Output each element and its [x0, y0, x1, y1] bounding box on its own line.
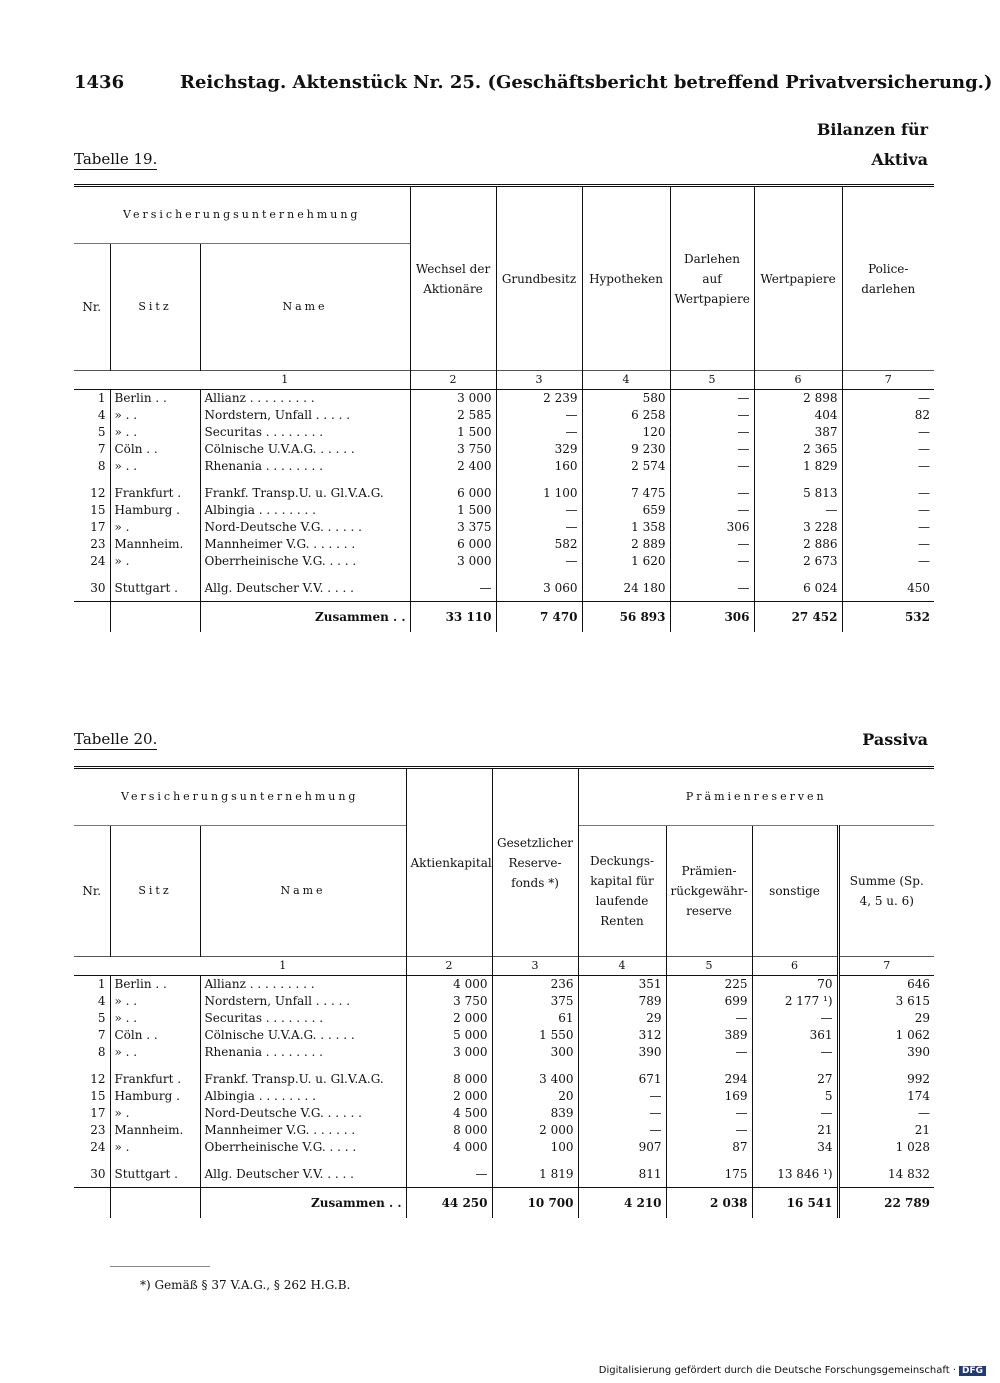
table-row — [74, 390, 934, 408]
row-value: — — [670, 502, 754, 519]
row-name: Nordstern, Unfall . . . . . — [200, 993, 406, 1010]
row-value: 6 000 — [410, 536, 496, 553]
row-value: 450 — [842, 580, 934, 602]
digitization-credit — [599, 1365, 986, 1376]
row-value: 34 — [752, 1139, 838, 1156]
row-number: 7 — [97, 1028, 106, 1042]
row-value: 5 813 — [754, 485, 842, 502]
table19-col-policedarlehen: Police-darlehen — [842, 186, 934, 371]
row-spacer — [74, 475, 934, 485]
row-sitz: Frankfurt . — [110, 485, 200, 502]
table-row — [74, 1044, 934, 1061]
row-spacer — [74, 1061, 934, 1071]
table-row — [74, 553, 934, 570]
table20-colnum-4: 4 — [578, 957, 666, 976]
total-spacer — [110, 602, 200, 633]
row-sitz: Stuttgart . — [110, 580, 200, 602]
total-value: 22 789 — [838, 1188, 934, 1219]
row-sitz: Mannheim. — [110, 1122, 200, 1139]
row-name: Frankf. Transp.U. u. Gl.V.A.G. — [200, 485, 410, 502]
row-value: 375 — [492, 993, 578, 1010]
row-number: 7 — [97, 442, 106, 456]
total-value: 7 470 — [496, 602, 582, 633]
row-name: Allianz . . . . . . . . . — [200, 390, 410, 408]
row-name: Albingia . . . . . . . . — [200, 1088, 406, 1105]
row-value: 2 000 — [492, 1122, 578, 1139]
row-number: 12 — [90, 486, 106, 500]
row-sitz: » . — [110, 519, 200, 536]
row-value: 1 500 — [410, 424, 496, 441]
row-value: — — [752, 1105, 838, 1122]
total-value: 16 541 — [752, 1188, 838, 1219]
row-name: Nord-Deutsche V.G. . . . . . — [200, 519, 410, 536]
row-value: 20 — [492, 1088, 578, 1105]
total-value: 27 452 — [754, 602, 842, 633]
row-value: — — [842, 424, 934, 441]
row-value: 2 898 — [754, 390, 842, 408]
row-value: 659 — [582, 502, 670, 519]
row-value: — — [578, 1088, 666, 1105]
row-value: 21 — [752, 1122, 838, 1139]
page-title: Reichstag. Aktenstück Nr. 25. (Geschäftsbericht betreffend Privatversicherung.) — [180, 72, 993, 93]
row-number: 5 — [97, 425, 106, 439]
table19 — [74, 184, 934, 632]
row-value: 3 750 — [406, 993, 492, 1010]
row-value: 225 — [666, 976, 752, 994]
row-sitz: » . . — [110, 1010, 200, 1027]
table-row — [74, 976, 934, 994]
row-number: 23 — [90, 1123, 106, 1137]
table19-colnum-2: 2 — [410, 371, 496, 390]
table-row — [74, 1122, 934, 1139]
page-number: 1436 — [74, 72, 125, 93]
row-value: 29 — [838, 1010, 934, 1027]
row-number: 4 — [97, 994, 106, 1008]
row-sitz: » . . — [110, 407, 200, 424]
row-value: — — [842, 536, 934, 553]
row-value: — — [670, 424, 754, 441]
row-value: 3 000 — [406, 1044, 492, 1061]
row-value: 13 846 ¹) — [752, 1166, 838, 1188]
row-value: — — [496, 407, 582, 424]
row-value: 8 000 — [406, 1122, 492, 1139]
row-number: 8 — [97, 1045, 106, 1059]
table20-col-sitz: Sitz — [110, 826, 200, 957]
row-value: 8 000 — [406, 1071, 492, 1088]
row-value: — — [754, 502, 842, 519]
row-value: 3 000 — [410, 553, 496, 570]
row-number: 30 — [90, 581, 106, 595]
table-row — [74, 1166, 934, 1188]
row-value: 2 000 — [406, 1088, 492, 1105]
table20-col-sonstige: sonstige — [752, 826, 838, 957]
table19-col-wertpapiere: Wertpapiere — [754, 186, 842, 371]
row-value: — — [842, 441, 934, 458]
table19-colnum-6: 6 — [754, 371, 842, 390]
table-row — [74, 485, 934, 502]
row-value: 1 358 — [582, 519, 670, 536]
row-value: 404 — [754, 407, 842, 424]
row-value: 2 889 — [582, 536, 670, 553]
row-value: — — [670, 441, 754, 458]
row-value: — — [842, 390, 934, 408]
row-value: — — [670, 390, 754, 408]
row-number: 15 — [90, 1089, 106, 1103]
row-value: 2 365 — [754, 441, 842, 458]
row-value: 580 — [582, 390, 670, 408]
table20-col-name: Name — [200, 826, 406, 957]
row-value: 3 375 — [410, 519, 496, 536]
table19-colnum-7: 7 — [842, 371, 934, 390]
row-name: Rhenania . . . . . . . . — [200, 1044, 406, 1061]
row-value: — — [496, 424, 582, 441]
row-number: 17 — [90, 520, 106, 534]
row-value: 160 — [496, 458, 582, 475]
row-number: 17 — [90, 1106, 106, 1120]
row-value: — — [752, 1010, 838, 1027]
total-row — [74, 1188, 934, 1219]
row-number: 15 — [90, 503, 106, 517]
row-value: 70 — [752, 976, 838, 994]
dfg-logo: DFG — [959, 1366, 986, 1376]
table20-col-deckungskapital: Deckungs-kapital für laufende Renten — [578, 826, 666, 957]
row-value: 174 — [838, 1088, 934, 1105]
total-value: 4 210 — [578, 1188, 666, 1219]
row-value: 3 750 — [410, 441, 496, 458]
table-row — [74, 1010, 934, 1027]
table19-col-wechsel: Wechsel der Aktionäre — [410, 186, 496, 371]
row-value: 1 819 — [492, 1166, 578, 1188]
table20-col-summe: Summe (Sp. 4, 5 u. 6) — [838, 826, 934, 957]
row-name: Allianz . . . . . . . . . — [200, 976, 406, 994]
row-name: Securitas . . . . . . . . — [200, 424, 410, 441]
table19-colnum-1: 1 — [74, 371, 410, 390]
row-value: — — [842, 519, 934, 536]
total-value: 56 893 — [582, 602, 670, 633]
row-value: — — [670, 485, 754, 502]
row-value: 390 — [578, 1044, 666, 1061]
row-value: 671 — [578, 1071, 666, 1088]
row-value: 7 475 — [582, 485, 670, 502]
row-value: 351 — [578, 976, 666, 994]
row-value: 1 500 — [410, 502, 496, 519]
table20-col-reservefonds: Gesetzlicher Reserve-fonds *) — [492, 768, 578, 957]
row-value: 87 — [666, 1139, 752, 1156]
total-value: 10 700 — [492, 1188, 578, 1219]
row-value: 3 000 — [410, 390, 496, 408]
row-value: 14 832 — [838, 1166, 934, 1188]
table19-label: Tabelle 19. — [74, 150, 158, 168]
table19-col-name: Name — [200, 244, 410, 371]
table20-col-aktienkapital: Aktienkapital — [406, 768, 492, 957]
table-row — [74, 993, 934, 1010]
table20-section-passiva: Passiva — [862, 730, 928, 749]
row-sitz: Cöln . . — [110, 1027, 200, 1044]
row-value: 6 024 — [754, 580, 842, 602]
row-value: 2 886 — [754, 536, 842, 553]
row-value: — — [666, 1105, 752, 1122]
row-value: — — [496, 502, 582, 519]
row-value: 1 620 — [582, 553, 670, 570]
row-value: — — [496, 519, 582, 536]
table-row — [74, 502, 934, 519]
row-sitz: » . — [110, 1105, 200, 1122]
row-value: — — [842, 458, 934, 475]
table-row — [74, 441, 934, 458]
row-value: 329 — [496, 441, 582, 458]
row-value: 811 — [578, 1166, 666, 1188]
row-value: — — [670, 553, 754, 570]
total-value: 306 — [670, 602, 754, 633]
table20-col-praemienrueckgewaehr: Prämien-rückgewähr-reserve — [666, 826, 752, 957]
table20-group-header: Versicherungsunternehmung — [74, 768, 406, 826]
row-value: — — [578, 1105, 666, 1122]
table20-colnum-3: 3 — [492, 957, 578, 976]
row-value: 175 — [666, 1166, 752, 1188]
row-value: 2 000 — [406, 1010, 492, 1027]
credit-text: Digitalisierung gefördert durch die Deutsche Forschungsgemeinschaft · — [598, 1365, 956, 1376]
total-row — [74, 602, 934, 633]
row-value: — — [842, 553, 934, 570]
row-value: 3 400 — [492, 1071, 578, 1088]
row-value: 582 — [496, 536, 582, 553]
table20-group-praemienreserven: Prämienreserven — [578, 768, 934, 826]
table19-col-sitz: Sitz — [110, 244, 200, 371]
row-name: Frankf. Transp.U. u. Gl.V.A.G. — [200, 1071, 406, 1088]
table-row — [74, 1088, 934, 1105]
row-name: Nordstern, Unfall . . . . . — [200, 407, 410, 424]
row-value: 699 — [666, 993, 752, 1010]
table20-colnum-1: 1 — [74, 957, 406, 976]
row-name: Cölnische U.V.A.G. . . . . . — [200, 1027, 406, 1044]
row-number: 24 — [90, 554, 106, 568]
row-value: 3 615 — [838, 993, 934, 1010]
row-value: 3 228 — [754, 519, 842, 536]
row-value: 389 — [666, 1027, 752, 1044]
row-value: — — [670, 580, 754, 602]
row-value: — — [410, 580, 496, 602]
row-sitz: Frankfurt . — [110, 1071, 200, 1088]
row-value: 1 100 — [496, 485, 582, 502]
row-value: 1 829 — [754, 458, 842, 475]
total-label: Zusammen . . — [200, 602, 410, 633]
row-number: 1 — [97, 391, 106, 405]
row-value: 839 — [492, 1105, 578, 1122]
row-value: 29 — [578, 1010, 666, 1027]
row-sitz: Stuttgart . — [110, 1166, 200, 1188]
row-value: 5 — [752, 1088, 838, 1105]
table-row — [74, 580, 934, 602]
row-sitz: » . — [110, 553, 200, 570]
row-value: — — [670, 407, 754, 424]
row-value: 2 400 — [410, 458, 496, 475]
row-sitz: » . . — [110, 424, 200, 441]
row-value: 294 — [666, 1071, 752, 1088]
row-value: — — [842, 502, 934, 519]
table20-label: Tabelle 20. — [74, 730, 158, 748]
row-name: Rhenania . . . . . . . . — [200, 458, 410, 475]
table-row — [74, 1027, 934, 1044]
row-value: — — [578, 1122, 666, 1139]
table19-colnum-4: 4 — [582, 371, 670, 390]
row-sitz: Hamburg . — [110, 502, 200, 519]
table20-colnum-7: 7 — [838, 957, 934, 976]
total-spacer — [74, 602, 110, 633]
row-value: — — [666, 1044, 752, 1061]
table20-col-nr: Nr. — [74, 826, 110, 957]
row-sitz: Berlin . . — [110, 976, 200, 994]
row-name: Albingia . . . . . . . . — [200, 502, 410, 519]
table19-section-aktiva: Aktiva — [871, 150, 928, 169]
row-number: 23 — [90, 537, 106, 551]
table19-col-nr: Nr. — [74, 244, 110, 371]
table20-colnum-6: 6 — [752, 957, 838, 976]
row-number: 5 — [97, 1011, 106, 1025]
row-value: 2 177 ¹) — [752, 993, 838, 1010]
row-sitz: » . . — [110, 1044, 200, 1061]
table19-colnum-5: 5 — [670, 371, 754, 390]
row-value: 2 585 — [410, 407, 496, 424]
table19-col-grundbesitz: Grundbesitz — [496, 186, 582, 371]
row-value: — — [406, 1166, 492, 1188]
table-row — [74, 519, 934, 536]
row-value: 1 062 — [838, 1027, 934, 1044]
row-name: Oberrheinische V.G. . . . . — [200, 553, 410, 570]
page-header — [74, 68, 993, 100]
row-value: 2 673 — [754, 553, 842, 570]
row-value: 9 230 — [582, 441, 670, 458]
table19-col-hypotheken: Hypotheken — [582, 186, 670, 371]
row-value: — — [842, 485, 934, 502]
table-row — [74, 536, 934, 553]
row-value: 169 — [666, 1088, 752, 1105]
row-value: 100 — [492, 1139, 578, 1156]
row-value: 390 — [838, 1044, 934, 1061]
row-value: 24 180 — [582, 580, 670, 602]
table19-right-title: Bilanzen für — [816, 120, 928, 139]
row-sitz: Hamburg . — [110, 1088, 200, 1105]
row-name: Mannheimer V.G. . . . . . . — [200, 1122, 406, 1139]
row-sitz: » . . — [110, 993, 200, 1010]
row-number: 24 — [90, 1140, 106, 1154]
row-value: 907 — [578, 1139, 666, 1156]
row-value: 312 — [578, 1027, 666, 1044]
row-value: 1 550 — [492, 1027, 578, 1044]
row-value: 4 500 — [406, 1105, 492, 1122]
table-row — [74, 1105, 934, 1122]
table19-colnum-3: 3 — [496, 371, 582, 390]
row-value: 387 — [754, 424, 842, 441]
row-name: Cölnische U.V.A.G. . . . . . — [200, 441, 410, 458]
row-name: Allg. Deutscher V.V. . . . . — [200, 580, 410, 602]
row-name: Allg. Deutscher V.V. . . . . — [200, 1166, 406, 1188]
row-sitz: » . — [110, 1139, 200, 1156]
row-number: 30 — [90, 1167, 106, 1181]
row-value: — — [752, 1044, 838, 1061]
table20-colnum-2: 2 — [406, 957, 492, 976]
table-row — [74, 1139, 934, 1156]
row-name: Oberrheinische V.G. . . . . — [200, 1139, 406, 1156]
row-value: 2 574 — [582, 458, 670, 475]
table19-group-header: Versicherungsunternehmung — [74, 186, 410, 244]
row-value: 27 — [752, 1071, 838, 1088]
row-value: 789 — [578, 993, 666, 1010]
row-value: 361 — [752, 1027, 838, 1044]
row-value: — — [666, 1010, 752, 1027]
row-name: Nord-Deutsche V.G. . . . . . — [200, 1105, 406, 1122]
row-value: 21 — [838, 1122, 934, 1139]
table20-colnum-5: 5 — [666, 957, 752, 976]
row-value: 4 000 — [406, 976, 492, 994]
row-value: 4 000 — [406, 1139, 492, 1156]
row-spacer — [74, 570, 934, 580]
table-row — [74, 458, 934, 475]
row-value: 6 258 — [582, 407, 670, 424]
row-value: 300 — [492, 1044, 578, 1061]
footnote: *) Gemäß § 37 V.A.G., § 262 H.G.B. — [140, 1278, 351, 1292]
row-value: 306 — [670, 519, 754, 536]
row-value: — — [496, 553, 582, 570]
total-spacer — [110, 1188, 200, 1219]
total-value: 33 110 — [410, 602, 496, 633]
row-value: 6 000 — [410, 485, 496, 502]
table-row — [74, 407, 934, 424]
total-spacer — [74, 1188, 110, 1219]
row-sitz: » . . — [110, 458, 200, 475]
table-row — [74, 1071, 934, 1088]
row-value: 82 — [842, 407, 934, 424]
row-number: 4 — [97, 408, 106, 422]
row-value: 3 060 — [496, 580, 582, 602]
row-value: 2 239 — [496, 390, 582, 408]
footnote-rule — [110, 1266, 210, 1267]
row-value: 61 — [492, 1010, 578, 1027]
row-number: 8 — [97, 459, 106, 473]
row-number: 1 — [97, 977, 106, 991]
row-value: 5 000 — [406, 1027, 492, 1044]
row-value: 646 — [838, 976, 934, 994]
table-row — [74, 424, 934, 441]
total-value: 2 038 — [666, 1188, 752, 1219]
row-sitz: Mannheim. — [110, 536, 200, 553]
row-value: 1 028 — [838, 1139, 934, 1156]
row-value: — — [670, 458, 754, 475]
row-sitz: Berlin . . — [110, 390, 200, 408]
row-name: Securitas . . . . . . . . — [200, 1010, 406, 1027]
row-number: 12 — [90, 1072, 106, 1086]
row-value: 236 — [492, 976, 578, 994]
row-sitz: Cöln . . — [110, 441, 200, 458]
row-value: — — [666, 1122, 752, 1139]
row-value: 120 — [582, 424, 670, 441]
row-name: Mannheimer V.G. . . . . . . — [200, 536, 410, 553]
total-value: 44 250 — [406, 1188, 492, 1219]
table19-col-darlehen: Darlehen auf Wertpapiere — [670, 186, 754, 371]
total-label: Zusammen . . — [200, 1188, 406, 1219]
total-value: 532 — [842, 602, 934, 633]
row-spacer — [74, 1156, 934, 1166]
row-value: 992 — [838, 1071, 934, 1088]
row-value: — — [838, 1105, 934, 1122]
row-value: — — [670, 536, 754, 553]
table20 — [74, 766, 934, 1218]
